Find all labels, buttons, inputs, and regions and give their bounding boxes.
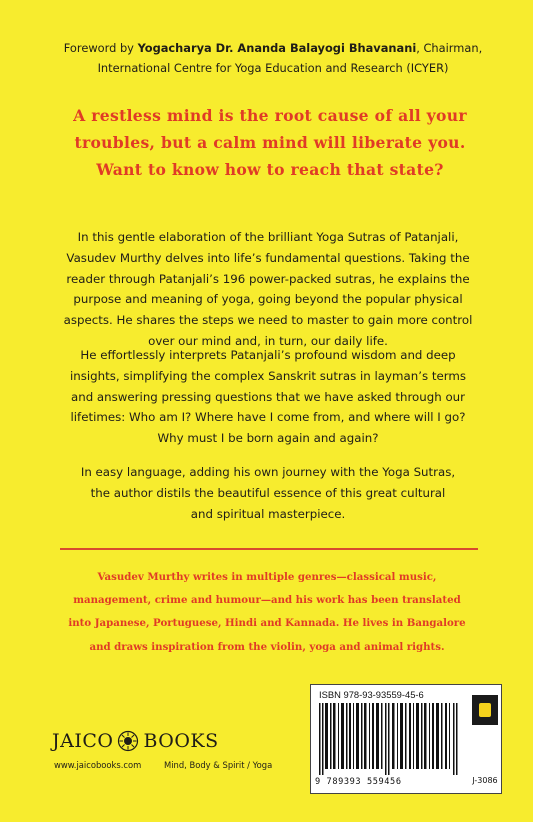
foreword-credit — [48, 38, 498, 78]
pull-quote-line: Want to know how to reach that state? — [96, 160, 444, 179]
logo-text-left: JAICO — [52, 730, 114, 752]
publisher-mark-icon — [472, 695, 498, 725]
foreword-organization: International Centre for Yoga Education and Research (ICYER) — [97, 61, 449, 75]
paragraph-line: insights, simplifying the complex Sanskrit sutras in layman’s terms — [69, 368, 467, 383]
bio-line: and draws inspiration from the violin, yoga and animal rights. — [89, 640, 445, 653]
catalog-code: J-3086 — [472, 776, 498, 785]
foreword-role: , Chairman, — [416, 41, 483, 55]
paragraph-line: aspects. He shares the steps we need to master to gain more control — [63, 313, 473, 328]
paragraph-line: Why must I be born again and again? — [157, 431, 379, 446]
blurb-paragraph-3 — [38, 462, 498, 524]
pull-quote-line: A restless mind is the root cause of all your — [73, 106, 467, 125]
blurb-paragraph-2 — [38, 345, 498, 449]
pull-quote-line: troubles, but a calm mind will liberate you. — [74, 133, 466, 152]
book-category: Mind, Body & Spirit / Yoga — [164, 760, 273, 770]
paragraph-line: Vasudev Murthy delves into life’s fundamental questions. Taking the — [66, 250, 470, 265]
bio-line: into Japanese, Portuguese, Hindi and Kannada. He lives in Bangalore — [68, 617, 466, 630]
paragraph-line: reader through Patanjali’s 196 power-packed sutras, he explains the — [66, 271, 470, 286]
paragraph-line: the author distils the beautiful essence of this great cultural — [90, 485, 446, 500]
section-divider — [60, 548, 478, 550]
paragraph-line: In easy language, adding his own journey with the Yoga Sutras, — [80, 465, 456, 479]
publisher-url: www.jaicobooks.com — [54, 760, 142, 770]
paragraph-line: and spiritual masterpiece. — [190, 506, 346, 521]
publisher-logo — [52, 730, 219, 752]
isbn-label: ISBN 978-93-93559-45-6 — [319, 689, 424, 700]
paragraph-line: over our mind and, in turn, our daily life. — [148, 333, 388, 348]
foreword-prefix: Foreword by — [63, 41, 138, 55]
pull-quote — [60, 102, 480, 183]
barcode-panel — [310, 684, 502, 794]
barcode-icon — [317, 703, 465, 775]
paragraph-line: In this gentle elaboration of the brilliant Yoga Sutras of Patanjali, — [77, 230, 459, 244]
paragraph-line: and answering pressing questions that we have asked through our — [70, 389, 465, 404]
logo-text-right: BOOKS — [143, 730, 219, 752]
bio-line: management, crime and humour—and his work has been translated — [73, 594, 461, 607]
paragraph-line: lifetimes: Who am I? Where have I come from, and where will I go? — [70, 410, 466, 425]
catalog-strip — [470, 685, 500, 793]
paragraph-line: purpose and meaning of yoga, going beyond the popular physical — [73, 292, 463, 307]
paragraph-line: He effortlessly interprets Patanjali’s profound wisdom and deep — [80, 348, 456, 362]
bio-line: Vasudev Murthy writes in multiple genres—classical music, — [97, 571, 437, 583]
barcode-digits: 9 789393 559456 — [315, 777, 402, 787]
author-bio — [62, 566, 472, 659]
sun-emblem-icon — [117, 730, 139, 752]
foreword-author-name: Yogacharya Dr. Ananda Balayogi Bhavanani — [137, 41, 417, 55]
blurb-paragraph-1 — [38, 227, 498, 352]
